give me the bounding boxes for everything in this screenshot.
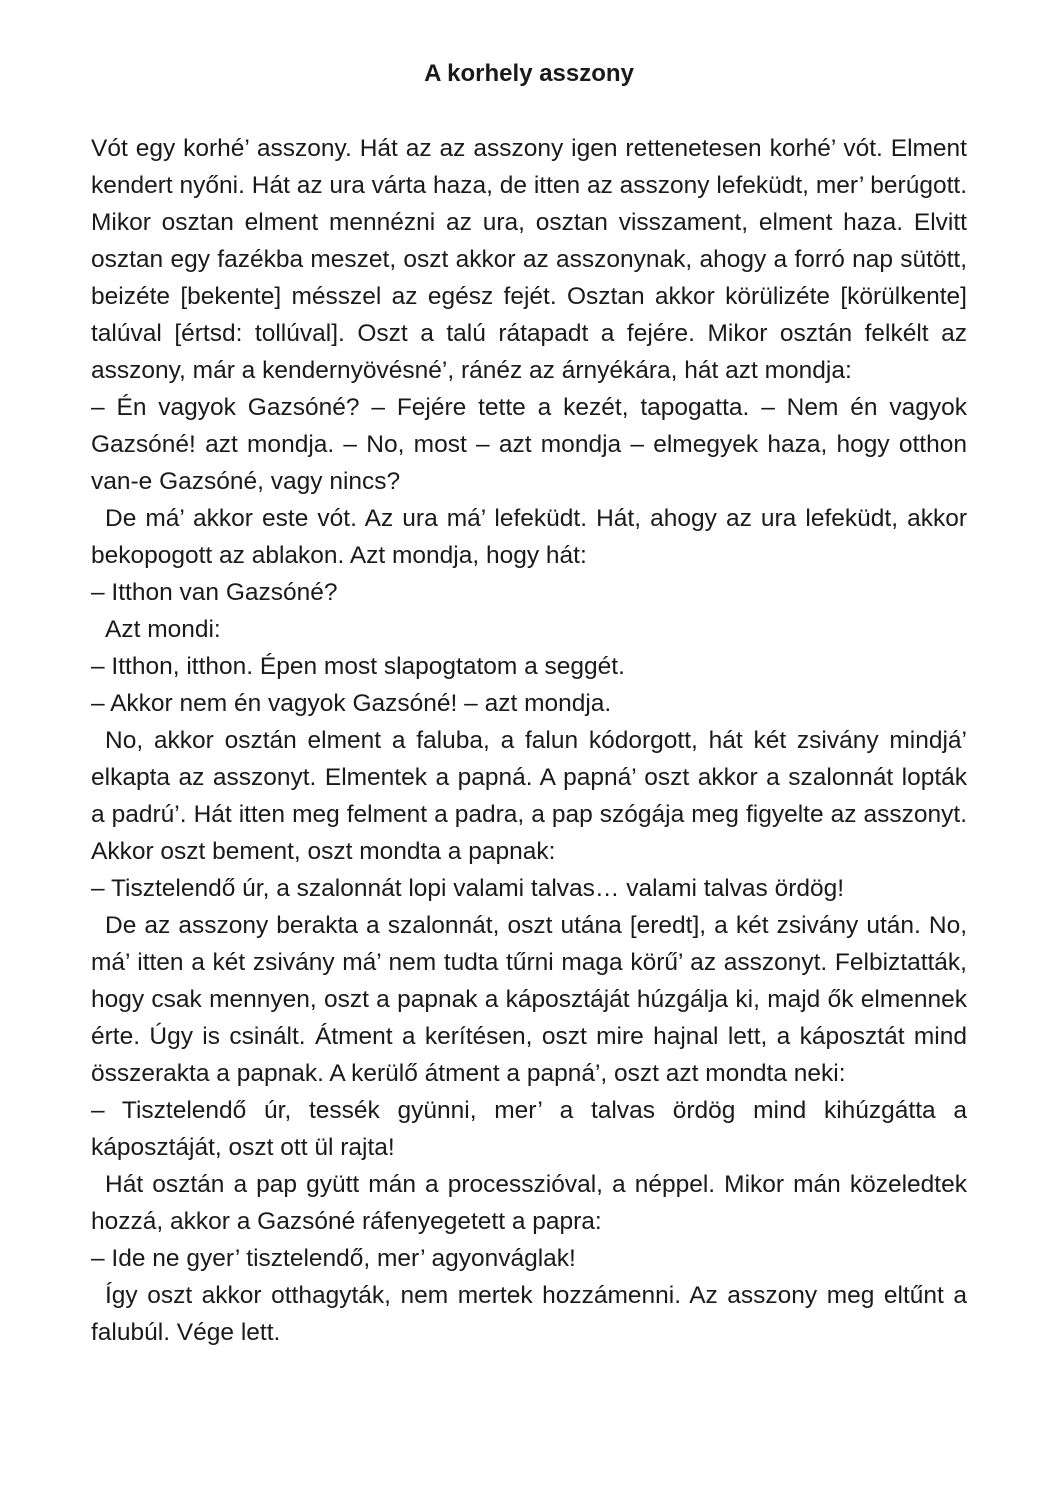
paragraph: – Itthon van Gazsóné? [91, 579, 338, 606]
paragraph: – Itthon, itthon. Épen most slapogtatom a seggét. [91, 653, 625, 680]
document-page [91, 54, 967, 1351]
paragraph: – Tisztelendő úr, a szalonnát lopi valami talvas… valami talvas ördög! [91, 875, 845, 902]
paragraph: Azt mondi: [105, 616, 221, 643]
paragraph: – Akkor nem én vagyok Gazsóné! – azt mondja. [91, 690, 612, 717]
paragraph: – Én vagyok Gazsóné? – Fejére tette a kezét, tapogatta. – Nem én vagyok Gazsóné! azt mondja. – No, most – azt mondja – elmegyek haza, hogy otthon van-e Gazsóné, vagy nincs? [91, 394, 967, 495]
document-body [91, 130, 967, 1351]
document-title: A korhely asszony [424, 60, 634, 87]
paragraph: Vót egy korhé’ asszony. Hát az az asszony igen rettenetesen korhé’ vót. Elment kendert nyőni. Hát az ura várta haza, de itten az asszony lefeküdt, mer’ berúgott. Mikor osztan elment mennézni az ura, osztan visszament, elment haza. Elvitt osztan egy fazékba meszet, oszt akkor az asszonynak, ahogy a forró nap sütött, beizéte [bekente] mésszel az egész fejét. Osztan akkor körülizéte [körülkente] talúval [értsd: tollúval]. Oszt a talú rátapadt a fejére. Mikor osztán felkélt az asszony, már a kendernyövésné’, ránéz az árnyékára, hát azt mondja: [91, 135, 967, 384]
paragraph: – Ide ne gyer’ tisztelendő, mer’ agyonváglak! [91, 1245, 576, 1272]
paragraph: Hát osztán a pap gyütt mán a processzióval, a néppel. Mikor mán közeledtek hozzá, akkor a Gazsóné ráfenyegetett a papra: [91, 1171, 967, 1235]
paragraph: – Tisztelendő úr, tessék gyünni, mer’ a talvas ördög mind kihúzgátta a káposztáját, oszt ott ül rajta! [91, 1097, 967, 1161]
paragraph: De az asszony berakta a szalonnát, oszt utána [eredt], a két zsivány után. No, má’ itten a két zsivány má’ nem tudta tűrni maga körű’ az asszonyt. Felbiztatták, hogy csak mennyen, oszt a papnak a káposztáját húzgálja ki, majd ők elmennek érte. Úgy is csinált. Átment a kerítésen, oszt mire hajnal lett, a káposztát mind összerakta a papnak. A kerülő átment a papná’, oszt azt mondta neki: [91, 912, 967, 1087]
paragraph: No, akkor osztán elment a faluba, a falun kódorgott, hát két zsivány mindjá’ elkapta az asszonyt. Elmentek a papná. A papná’ oszt akkor a szalonnát lopták a padrú’. Hát itten meg felment a padra, a pap szógája meg figyelte az asszonyt. Akkor oszt bement, oszt mondta a papnak: [91, 727, 967, 865]
paragraph: Így oszt akkor otthagyták, nem mertek hozzámenni. Az asszony meg eltűnt a falubúl. Vége lett. [91, 1282, 967, 1346]
paragraph: De má’ akkor este vót. Az ura má’ lefeküdt. Hát, ahogy az ura lefeküdt, akkor bekopogott az ablakon. Azt mondja, hogy hát: [91, 505, 967, 569]
